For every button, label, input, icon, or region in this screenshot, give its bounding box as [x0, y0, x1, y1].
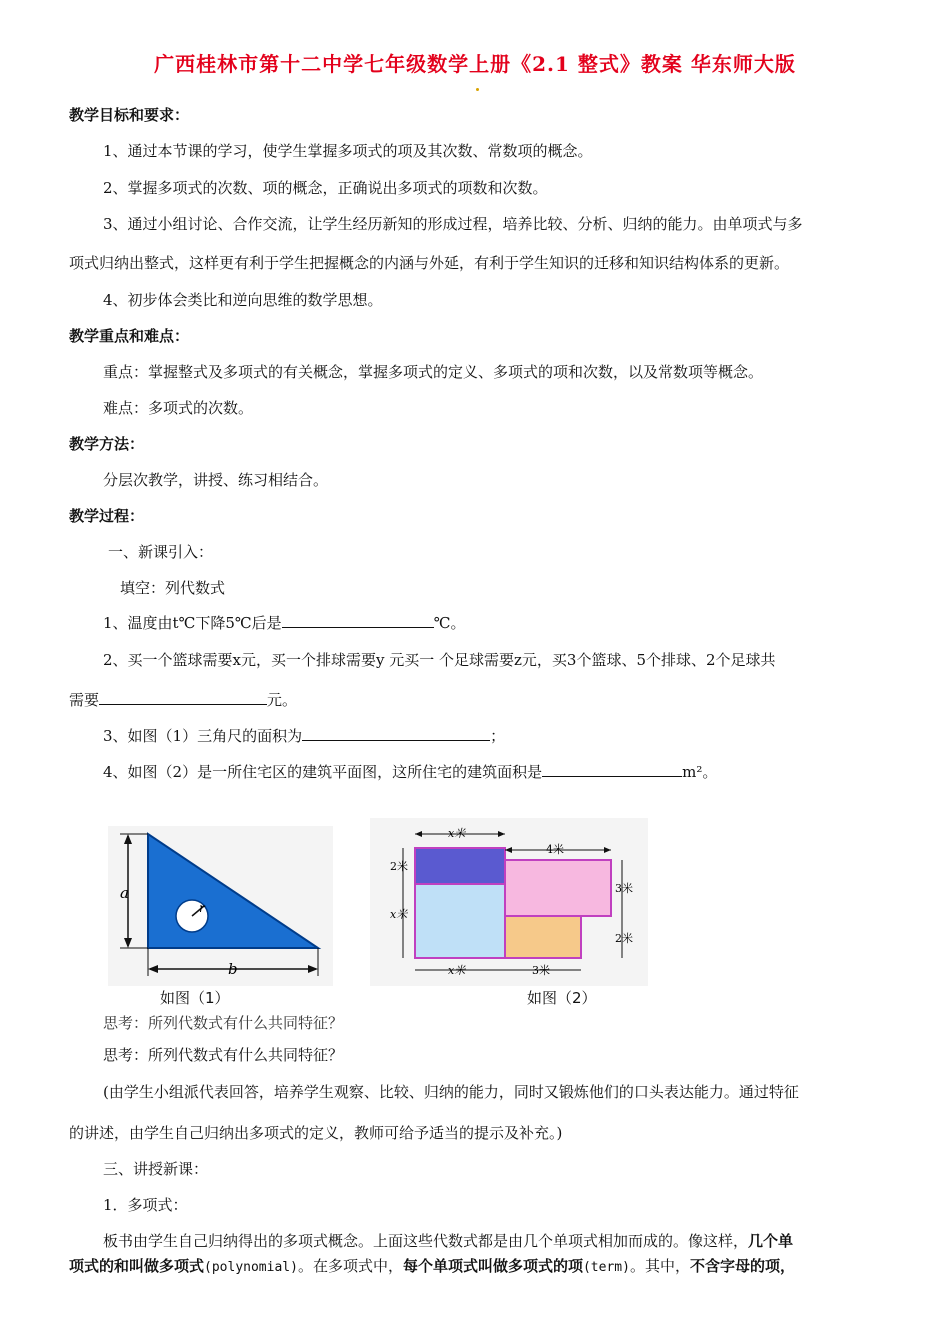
question-2-cont: 需要 元。 [69, 691, 298, 709]
figure-1-triangle [108, 826, 333, 986]
room-lightblue [415, 884, 505, 958]
keypoints-heading: 教学重点和难点： [69, 327, 190, 345]
method-heading: 教学方法： [69, 435, 145, 453]
goal-item: 项式归纳出整式，这样更有利于学生把握概念的内涵与外延，有利于学生知识的迁移和知识结构体系的更新。 [69, 254, 790, 272]
label-right-2: 2米 [615, 932, 633, 945]
goal-item: 3、通过小组讨论、合作交流，让学生经历新知的形成过程，培养比较、分析、归纳的能力。由单项式与多 [103, 215, 803, 233]
figure-2-floorplan [370, 818, 648, 986]
process-heading: 教学过程： [69, 507, 145, 525]
goal-item: 1、通过本节课的学习，使学生掌握多项式的项及其次数、常数项的概念。 [103, 142, 593, 160]
label-b: b [228, 960, 238, 978]
decorative-dot [476, 88, 479, 91]
answer-blank [302, 725, 490, 741]
question-3: 3、如图（1）三角尺的面积为 ； [103, 727, 506, 745]
fill-heading: 填空：列代数式 [120, 579, 226, 597]
label-right-3: 3米 [615, 882, 633, 895]
question-1: 1、温度由t℃下降5℃后是 ℃。 [103, 614, 466, 632]
answer-blank [542, 761, 682, 777]
polynomial-def-line2: 项式的和叫做多项式(polynomial)。在多项式中，每个单项式叫做多项式的项(term)。其中，不含字母的项， [69, 1257, 795, 1275]
label-top-4: 4米 [546, 843, 564, 856]
focus-text: 重点：掌握整式及多项式的有关概念，掌握多项式的定义、多项式的项和次数，以及常数项等概念。 [103, 363, 764, 381]
label-top-x: x米 [448, 827, 466, 840]
label-left-2: 2米 [390, 860, 408, 873]
label-left-x: x米 [390, 908, 408, 921]
room-orange [505, 916, 581, 958]
goal-item: 4、初步体会类比和逆向思维的数学思想。 [103, 291, 383, 309]
method-text: 分层次教学，讲授、练习相结合。 [103, 471, 329, 489]
difficulty-text: 难点：多项式的次数。 [103, 399, 254, 417]
label-a: a [120, 884, 129, 902]
question-2: 2、买一个篮球需要x元，买一个排球需要y 元买一 个足球需要z元，买3个篮球、5个排球、2个足球共 [103, 651, 776, 669]
think-note-cont: 的讲述，由学生自己归纳出多项式的定义，教师可给予适当的提示及补充。) [69, 1124, 563, 1142]
teach-heading: 三、讲授新课： [103, 1160, 209, 1178]
document-title: 广西桂林市第十二中学七年级数学上册《2.1 整式》教案 华东师大版 [154, 52, 796, 76]
label-bottom-x: x米 [448, 964, 466, 977]
question-4: 4、如图（2）是一所住宅区的建筑平面图，这所住宅的建筑面积是 m²。 [103, 763, 718, 781]
polynomial-heading: 1．多项式： [103, 1196, 188, 1214]
think-question: 思考：所列代数式有什么共同特征？ [103, 1046, 344, 1064]
intro-heading: 一、新课引入： [108, 543, 214, 561]
goal-item: 2、掌握多项式的次数、项的概念，正确说出多项式的项数和次数。 [103, 179, 548, 197]
answer-blank [282, 612, 434, 628]
room-purple [415, 848, 505, 884]
figure-2-caption: 如图（2） [527, 989, 597, 1007]
answer-blank [99, 689, 267, 705]
room-pink [505, 860, 611, 916]
label-r: r [199, 901, 205, 915]
overlapped-text: 思考：所列代数式有什么共同特征？ [103, 1014, 344, 1032]
figure-1-caption: 如图（1） [160, 989, 230, 1007]
label-bottom-3: 3米 [532, 964, 550, 977]
polynomial-def-line1: 板书由学生自己归纳得出的多项式概念。上面这些代数式都是由几个单项式相加而成的。像这样，几个单 [103, 1232, 794, 1250]
goals-heading: 教学目标和要求： [69, 106, 190, 124]
think-note: (由学生小组派代表回答，培养学生观察、比较、归纳的能力，同时又锻炼他们的口头表达能力。通过特征 [103, 1083, 799, 1101]
